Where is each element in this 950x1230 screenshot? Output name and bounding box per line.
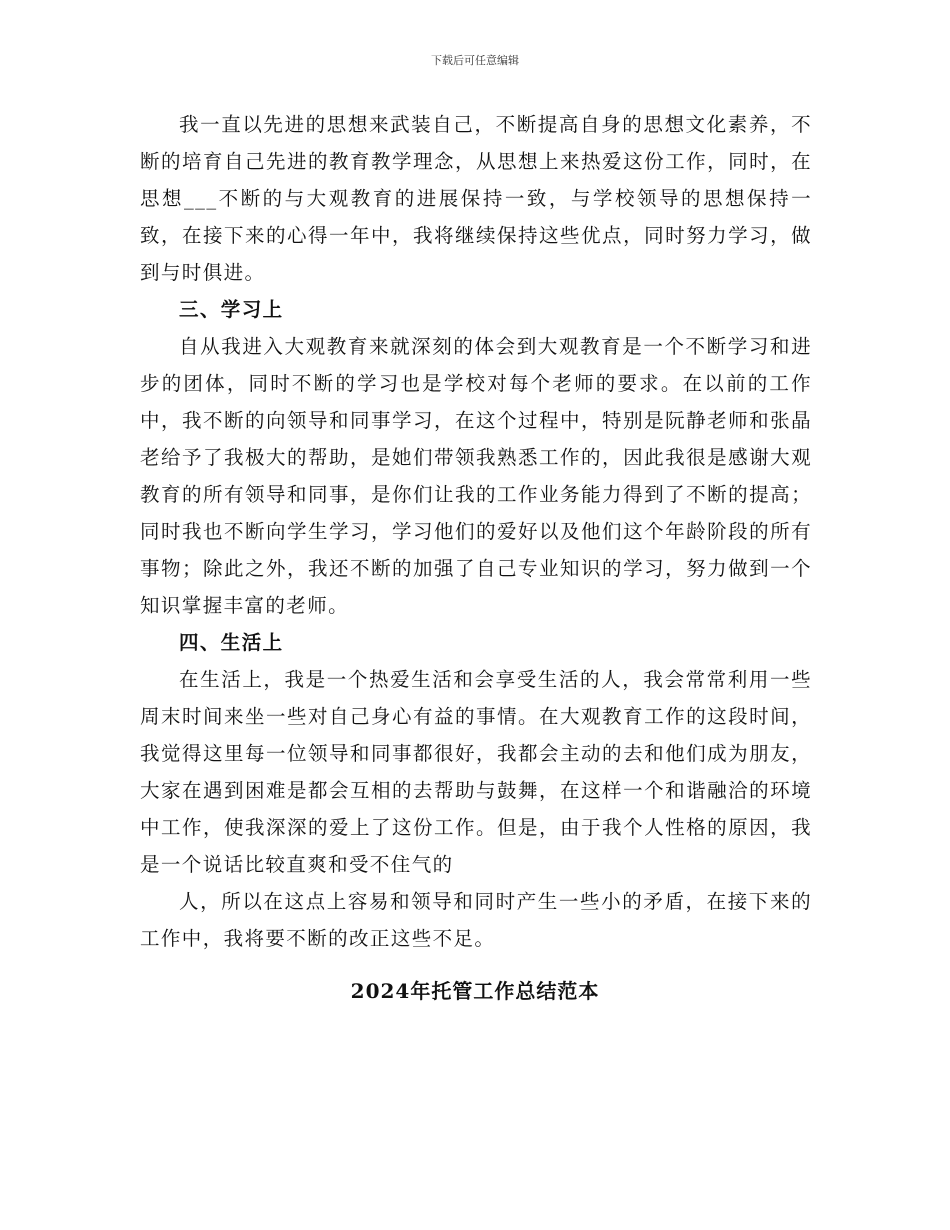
page-header-note: 下载后可任意编辑 bbox=[431, 54, 519, 67]
paragraph-thought: 我一直以先进的思想来武装自己，不断提高自身的思想文化素养，不断的培育自己先进的教育教学理念，从思想上来热爱这份工作，同时，在思想___不断的与大观教育的进展保持一致，与学校领导的思想保持一致，在接下来的心得一年中，我将继续保持这些优点，同时努力学习，做到与时俱进。 bbox=[140, 113, 812, 284]
section-heading-life: 四、生活上 bbox=[179, 631, 284, 654]
document-title: 2024年托管工作总结范本 bbox=[350, 979, 600, 1003]
document-body bbox=[140, 106, 812, 957]
paragraph-life-continued: 人，所以在这点上容易和领导和同时产生一些小的矛盾，在接下来的工作中，我将要不断的改正这些不足。 bbox=[140, 890, 812, 950]
paragraph-study: 自从我进入大观教育来就深刻的体会到大观教育是一个不断学习和进步的团体，同时不断的学习也是学校对每个老师的要求。在以前的工作中，我不断的向领导和同事学习，在这个过程中，特别是阮静老师和张晶老给予了我极大的帮助，是她们带领我熟悉工作的，因此我很是感谢大观教育的所有领导和同事，是你们让我的工作业务能力得到了不断的提高；同时我也不断向学生学习，学习他们的爱好以及他们这个年龄阶段的所有事物；除此之外，我还不断的加强了自己专业知识的学习，努力做到一个知识掌握丰富的老师。 bbox=[140, 335, 812, 617]
section-heading-study: 三、学习上 bbox=[179, 298, 284, 321]
paragraph-life: 在生活上，我是一个热爱生活和会享受生活的人，我会常常利用一些周末时间来坐一些对自己身心有益的事情。在大观教育工作的这段时间，我觉得这里每一位领导和同事都很好，我都会主动的去和他们成为朋友，大家在遇到困难是都会互相的去帮助与鼓舞，在这样一个和谐融洽的环境中工作，使我深深的爱上了这份工作。但是，由于我个人性格的原因，我是一个说话比较直爽和受不住气的 bbox=[140, 668, 812, 876]
